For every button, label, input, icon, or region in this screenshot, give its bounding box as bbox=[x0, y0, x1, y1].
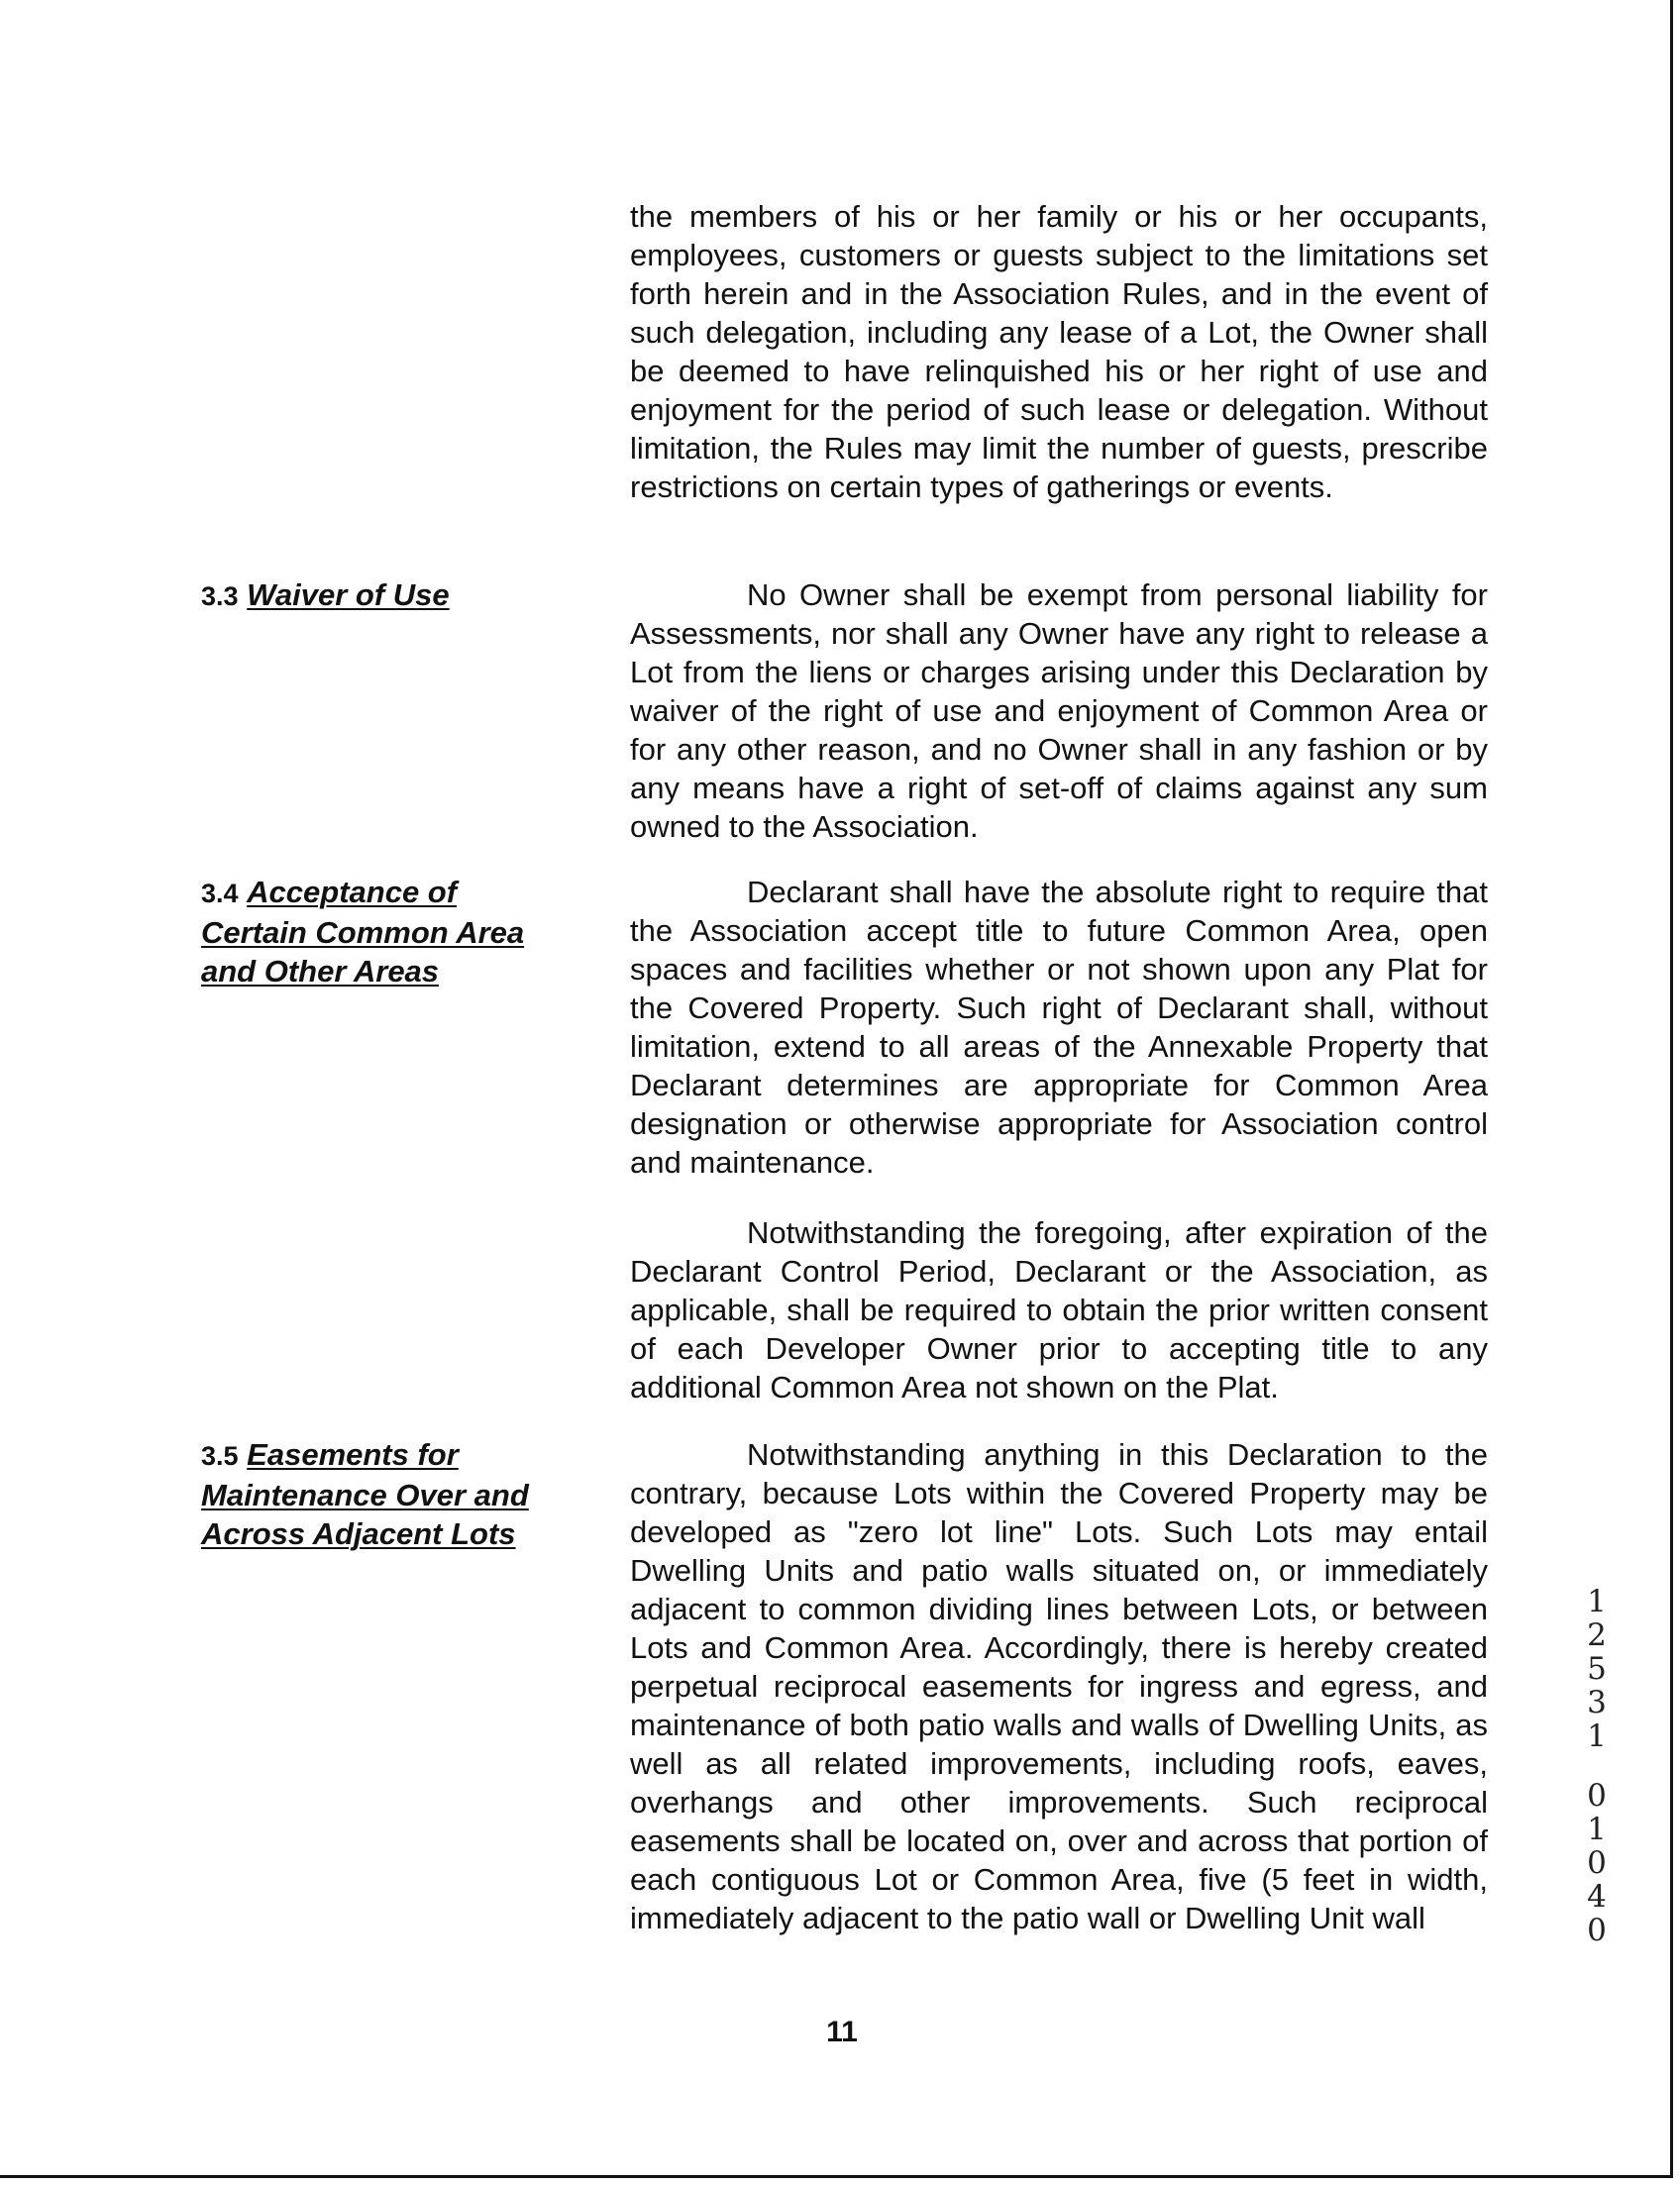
continuation-paragraph: the members of his or her family or his or her occupants, employees, customers or guests subject to the limitations set forth herein and in the Association Rules, and in the event of such delegation, including any lease of a Lot, the Owner shall be deemed to have relinquished his or her right of use and enjoyment for the period of such lease or delegation. Without limitation, the Rules may limit the number of guests, prescribe restrictions on certain types of gatherings or events. bbox=[630, 199, 1488, 504]
section-3-4-paragraph-2: Notwithstanding the foregoing, after expiration of the Declarant Control Period, Declarant or the Association, as applicable, shall be required to obtain the prior written consent of each Developer Owner prior to accepting title to any additional Common Area not shown on the Plat. bbox=[630, 1215, 1488, 1405]
stamp-digit: 3 bbox=[1587, 1685, 1607, 1720]
section-3-5-paragraph: Notwithstanding anything in this Declaration to the contrary, because Lots within the Covered Property may be developed as "zero lot line" Lots. Such Lots may entail Dwelling Units and patio walls situated on, or immediately adjacent to common dividing lines between Lots, or between Lots and Common Area. Accordingly, there is hereby created perpetual reciprocal easements for ingress and egress, and maintenance of both patio walls and walls of Dwelling Units, as well as all related improvements, including roofs, eaves, overhangs and other improvements. Such reciprocal easements shall be located on, over and across that portion of each contiguous Lot or Common Area, five (5 feet in width, immediately adjacent to the patio wall or Dwelling Unit wall bbox=[630, 1437, 1488, 1935]
page-border-bottom bbox=[0, 2175, 1673, 2178]
stamp-digit: 2 bbox=[1587, 1617, 1607, 1653]
stamp-digit: 0 bbox=[1587, 1913, 1607, 1948]
section-number: 3.4 bbox=[201, 879, 239, 908]
stamp-digit: 1 bbox=[1587, 1812, 1607, 1847]
stamp-digit: 5 bbox=[1587, 1651, 1607, 1687]
stamp-digit: 1 bbox=[1587, 1718, 1607, 1754]
stamp-digit: 1 bbox=[1587, 1584, 1607, 1619]
page-border-right bbox=[1670, 0, 1673, 2177]
section-title: Easements for Maintenance Over and Across Adjacent Lots bbox=[201, 1437, 529, 1551]
stamp-gap bbox=[1577, 1753, 1617, 1779]
section-title: Acceptance of Certain Common Area and Other Areas bbox=[201, 875, 525, 988]
page-number: 11 bbox=[826, 2016, 858, 2048]
recording-stamp bbox=[1577, 1585, 1617, 1947]
section-heading-3-5 bbox=[201, 1435, 587, 1553]
section-title: Waiver of Use bbox=[247, 577, 450, 612]
stamp-digit: 4 bbox=[1587, 1879, 1607, 1915]
section-number: 3.3 bbox=[201, 581, 239, 611]
section-3-3-paragraph: No Owner shall be exempt from personal liability for Assessments, nor shall any Owner have any right to release a Lot from the liens or charges arising under this Declaration by waiver of the right of use and enjoyment of Common Area or for any other reason, and no Owner shall in any fashion or by any means have a right of set-off of claims against any sum owned to the Association. bbox=[630, 577, 1488, 844]
section-heading-3-3 bbox=[201, 575, 578, 616]
section-3-4-paragraph-1: Declarant shall have the absolute right to require that the Association accept title to future Common Area, open spaces and facilities whether or not shown upon any Plat for the Covered Property. Such right of Declarant shall, without limitation, extend to all areas of the Annexable Property that Declarant determines are appropriate for Common Area designation or otherwise appropriate for Association control and maintenance. bbox=[630, 875, 1488, 1180]
section-number: 3.5 bbox=[201, 1441, 239, 1471]
stamp-digit: 0 bbox=[1587, 1845, 1607, 1881]
section-heading-3-4 bbox=[201, 873, 568, 990]
stamp-digit: 0 bbox=[1587, 1778, 1607, 1814]
